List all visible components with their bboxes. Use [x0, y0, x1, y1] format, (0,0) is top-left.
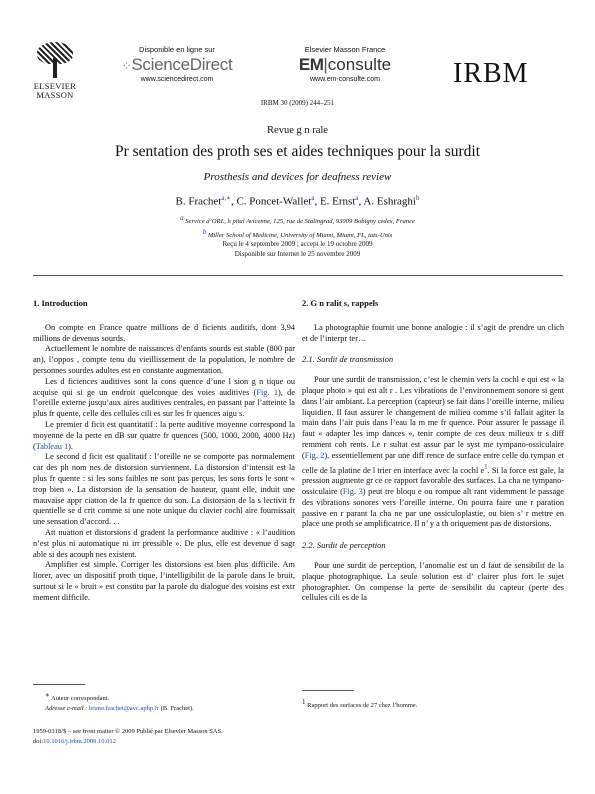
- footnote-divider: [302, 690, 354, 691]
- author-affil-link[interactable]: b: [415, 194, 420, 202]
- copyright-footer: [33, 727, 333, 747]
- subsection-heading: 2.1. Surdit de transmission: [302, 354, 394, 365]
- sciencedirect-block: [118, 45, 236, 83]
- doi-link[interactable]: 10.1016/j.irbm.2009.10.012: [43, 738, 116, 745]
- em-tagline: Elsevier Masson France: [304, 45, 386, 54]
- section-heading: 2. G n ralit s, rappels: [302, 298, 379, 308]
- received-accepted-date: Reçu le 4 septembre 2009 ; accept le 19 octobre 2009: [222, 240, 373, 248]
- author-name: C. Poncet-Wallet: [236, 195, 312, 208]
- header-divider: [33, 275, 563, 276]
- affiliation-a: $^a$ Service d’ORL, h pital Avicenne, 125, rue de Stalingrad, 93009 Bobigny cedex, France: [180, 214, 415, 226]
- copyright-line: 1959-0318/$ – see front matter © 2009 Publié par Elsevier Masson SAS.: [33, 728, 223, 735]
- table-link[interactable]: Tableau 1: [35, 441, 69, 451]
- figure-link[interactable]: Fig. 2: [304, 450, 325, 460]
- author-list: B. Frachet$^{a,∗}$, C. Poncet-Wallet$^a$, E. Ernst$^a$, A. Eshraghi$^b$: [175, 194, 420, 208]
- article-subtitle: Prosthesis and devices for deafness review: [203, 171, 392, 183]
- author-affil-link[interactable]: a: [311, 194, 315, 202]
- article-title: Pr sentation des proth ses et aides techniques pour la surdit: [114, 143, 481, 160]
- section-heading: 1. Introduction: [33, 298, 88, 308]
- doi-line: doi:10.1016/j.irbm.2009.10.012: [33, 738, 116, 745]
- sd-url-link[interactable]: www.sciencedirect.com: [140, 76, 214, 83]
- paragraph: On compte en France quatre millions de d ficients auditifs, dont 3,94 millions de devenus sourds.: [33, 322, 295, 343]
- affiliations: [0, 213, 595, 241]
- author-affil-link[interactable]: a,∗: [221, 194, 231, 202]
- em-url-link[interactable]: www.em-consulte.com: [309, 76, 381, 83]
- sd-dots-icon: ⁘: [121, 59, 132, 73]
- corresponding-author-note: ∗ Auteur correspondant. Adresse e-mail : bruno.frachet@avc.aphp.fr (B. Frachet).: [45, 691, 194, 713]
- paragraph: Les d ficiences auditives sont la cons quence d’une l sion g n tique ou acquise qui si ge un endroit quelconque des voies auditives (Fig. 1), de l’oreille externe jusqu’aux aires auditives centrales, en passant par l’atteinte la plus fr quente, celle des cellules cili es sur les fr quences aigu s.: [33, 376, 296, 419]
- sciencedirect-logo[interactable]: ⁘ScienceDirect: [121, 55, 233, 74]
- subsection-heading: 2.2. Surdit de perception: [302, 540, 386, 551]
- article-type: Revue g n rale: [267, 125, 328, 136]
- article-dates: [0, 239, 595, 259]
- online-date: Disponible sur Internet le 25 novembre 2009: [234, 250, 361, 258]
- right-column: [302, 298, 564, 604]
- footnote: $^1$ Rapport des surfaces de 27 chez l’homme.: [302, 698, 418, 710]
- paragraph: Pour une surdit de perception, l’anomalie est un d faut de sensibilit de la plaque photographique. La seule solution est d’ clairer plus fort le sujet photographier. On compense la perte de sensibilit du capteur (perte des cellules cili es de la: [302, 560, 564, 603]
- paragraph: Le premier d ficit est quantitatif : la perte auditive moyenne correspond la moyenne de la perte en dB sur quatre fr quences (500, 1000, 2000, 4000 Hz) (Tableau 1).: [33, 419, 295, 451]
- paragraph: Actuellement le nombre de naissances d’enfants sourds est stable (800 par an), l’oppos , compte tenu du vieillissement de la population, le nombre de personnes sourdes adultes est en constante augmentation.: [33, 344, 295, 375]
- journal-citation: IRBM 30 (2009) 244–251: [260, 99, 335, 107]
- paragraph: Amplifier est simple. Corriger les distorsions est bien plus difficile. Am liorer, avec un dispositif proth tique, l’intelligibilit de la parole dans le bruit, surtout si le « bruit » est constitu par la parole du dialogue des voisins est extr mement difficile.: [33, 560, 295, 602]
- author-name: B. Frachet: [175, 195, 222, 208]
- emconsulte-block: [287, 45, 403, 83]
- footnote-link[interactable]: 1: [484, 462, 488, 471]
- elsevier-logo[interactable]: [30, 40, 80, 100]
- elsevier-tree-icon: [34, 40, 76, 80]
- left-column: [33, 298, 295, 604]
- emconsulte-logo[interactable]: EM|consulte: [298, 55, 392, 74]
- paragraph: La photographie fournit une bonne analogie : il s’agit de prendre un clich et de l’interpr ter…: [302, 322, 564, 343]
- email-link[interactable]: bruno.frachet@avc.aphp.fr: [88, 705, 160, 713]
- paragraph: Le second d ficit est qualitatif : l’oreille ne se comporte pas normalement car des ph nom nes de distorsion surviennent. La distorsion d’intensit est la plus fr quente : si les sons faibles ne sont pas perçus, les sons forts le sont « trop bien ». La distorsion de la sensation de hauteur, quant elle, induit une mauvaise appr ciation de la fr quence du son. La distorsion de la s lectivit fr quentielle se d crit comme si une note unique du clavier cochl aire fournissait une sensation d’accord. . .: [33, 452, 295, 527]
- author-affil-link[interactable]: a: [355, 194, 359, 202]
- journal-logo[interactable]: IRBM: [453, 58, 529, 89]
- author-name: A. Eshraghi: [363, 195, 416, 208]
- paragraph: Pour une surdit de transmission, c’est le chemin vers la cochl e qui est « la plaque photo » qui est alt r . Les vibrations de l’environnement sonore si gent dans l’air ambiant. La perception (capteur) se fait dans l’oreille interne, milieu liquidien. Il faut assurer le changement de milieu comme s’il fallait agiter la main dans l’air puis dans l’eau la m me fr quence. Pour assurer le passage il faut « adapter les imp dances », tenir compte de ces deux milieux tr s diff remment coh rents. Le r sultat est assur par le syst me tympano-ossiculaire (Fig. 2), essentiellement par une diff rence de surface entre celle du tympan et celle de la platine de l trier en interface avec la cochl $e^1$. Si la force est gale, la pression augmente gr ce ce rapport favorable des surfaces. La cha ne tympano-ossiculaire (Fig. 3) peut tre bloqu e ou rompue alt rant videmment le passage des vibrations sonores vers l’oreille interne. On pourra faire une r paration passive en r parant la cha ne par une ossiculoplastie, ou bien s’ r mettre en place une proth se amplificatrice. Il n’ y a th oriquement pas de distorsions.: [302, 375, 564, 529]
- author-name: E. Ernst: [319, 195, 356, 208]
- figure-link[interactable]: Fig. 3: [342, 486, 363, 496]
- footnote-divider: [33, 684, 85, 685]
- elsevier-wordmark-1: ELSEVIER: [33, 81, 77, 91]
- affiliation-b: $^b$ Miller School of Medicine, University of Miami, Miami, FL, tats-Unis: [202, 228, 393, 240]
- elsevier-wordmark-2: MASSON: [36, 90, 74, 100]
- figure-link[interactable]: Fig. 1: [256, 387, 279, 397]
- sd-tagline: Disponible en ligne sur: [139, 45, 215, 54]
- paragraph: Att nuation et distorsions d gradent la performance auditive : « l’audition n’est plus ni automatique ni irr pressible ». De plus, elle est devenue d sagr able si des acouph nes existent.: [33, 527, 295, 559]
